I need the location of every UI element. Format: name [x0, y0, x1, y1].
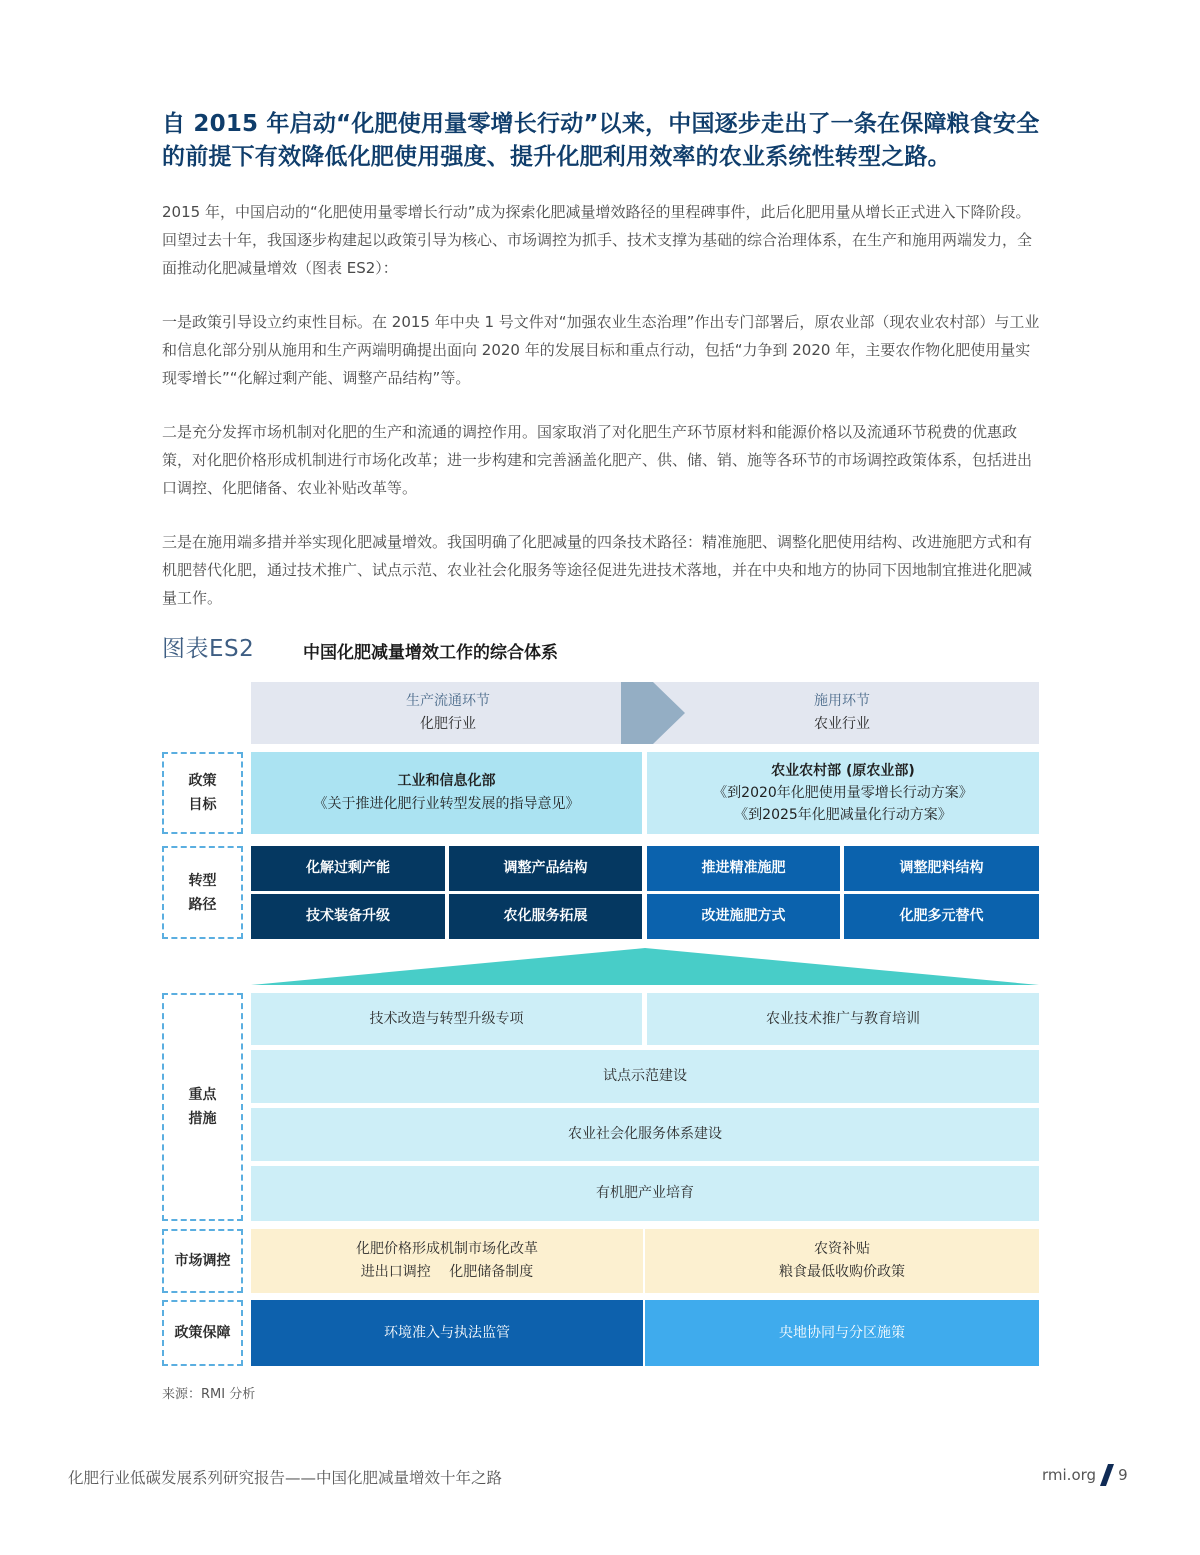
cell-line: 化肥价格形成机制市场化改革 — [356, 1241, 538, 1257]
row-label-text: 重点 — [188, 1087, 217, 1103]
cell-line: 农资补贴 — [814, 1241, 870, 1257]
row-label-market-control: 市场调控 — [162, 1229, 243, 1293]
row-label-text: 路径 — [188, 896, 217, 913]
stage-application — [645, 682, 1039, 744]
row-label-policy-goal — [162, 752, 243, 834]
cell-line: 《到2025年化肥减量化行动方案》 — [734, 807, 952, 823]
row-label-text: 目标 — [188, 797, 217, 813]
path-cell: 调整产品结构 — [449, 846, 642, 891]
path-cell: 农化服务拓展 — [449, 894, 642, 939]
measure-social-service: 农业社会化服务体系建设 — [251, 1108, 1039, 1161]
row-label-text: 措施 — [188, 1111, 217, 1127]
market-control-price-reform — [251, 1229, 643, 1293]
footer-site-link[interactable]: rmi.org — [1042, 1466, 1097, 1484]
measure-organic-fertilizer: 有机肥产业培育 — [251, 1166, 1039, 1221]
measure-tech-upgrade: 技术改造与转型升级专项 — [251, 993, 642, 1045]
path-cell: 调整肥料结构 — [844, 846, 1039, 891]
support-wedge-shape — [251, 948, 1039, 985]
stage-application-label: 施用环节 — [814, 693, 870, 709]
path-cell: 推进精准施肥 — [647, 846, 840, 891]
row-label-text: 政策 — [188, 773, 217, 789]
cell-line: 《关于推进化肥行业转型发展的指导意见》 — [313, 796, 580, 812]
stage-production — [251, 682, 645, 744]
cell-line: 工业和信息化部 — [397, 773, 496, 789]
policy-goal-moa — [647, 752, 1039, 834]
stage-production-label: 生产流通环节 — [406, 693, 490, 709]
path-cell: 化解过剩产能 — [251, 846, 445, 891]
market-control-subsidy — [645, 1229, 1039, 1293]
stage-header-band — [251, 682, 1039, 744]
row-label-policy-guarantee: 政策保障 — [162, 1300, 243, 1366]
row-label-transition-path — [162, 846, 243, 939]
paragraph-policy: 一是政策引导设立约束性目标。在 2015 年中央 1 号文件对“加强农业生态治理”作出专门部署后，原农业部（现农业农村部）与工业和信息化部分别从施用和生产两端明确提出面向 2020 年的发展目标和重点行动，包括“力争到 2020 年，主要农作物化肥使用量实现零增长”“化解过剩产能、调整产品结构”等。 — [162, 313, 1040, 387]
row-label-key-measures — [162, 993, 243, 1221]
guarantee-central-local: 央地协同与分区施策 — [645, 1300, 1039, 1366]
footer-report-title: 化肥行业低碳发展系列研究报告——中国化肥减量增效十年之路 — [68, 1469, 503, 1487]
measure-pilot-demo: 试点示范建设 — [251, 1050, 1039, 1103]
paragraph-application: 三是在施用端多措并举实现化肥减量增效。我国明确了化肥减量的四条技术路径：精准施肥、调整化肥使用结构、改进施肥方式和有机肥替代化肥，通过技术推广、试点示范、农业社会化服务等途径促进先进技术落地，并在中央和地方的协同下因地制宜推进化肥减量工作。 — [162, 533, 1033, 607]
measure-agri-extension: 农业技术推广与教育培训 — [647, 993, 1039, 1045]
cell-line: 进出口调控 化肥储备制度 — [360, 1264, 534, 1280]
footer-page-info — [1042, 1464, 1128, 1486]
figure-label: 图表ES2 — [162, 636, 255, 662]
path-cell: 技术装备升级 — [251, 894, 445, 939]
page-number: 9 — [1118, 1466, 1128, 1484]
stage-production-industry: 化肥行业 — [420, 716, 476, 732]
paragraph-intro: 2015 年，中国启动的“化肥使用量零增长行动”成为探索化肥减量增效路径的里程碑事件，此后化肥用量从增长正式进入下降阶段。回望过去十年，我国逐步构建起以政策引导为核心、市场调控为抓手、技术支撑为基础的综合治理体系，在生产和施用两端发力，全面推动化肥减量增效（图表 ES2）： — [162, 203, 1033, 277]
path-cell: 改进施肥方式 — [647, 894, 840, 939]
cell-line: 粮食最低收购价政策 — [779, 1264, 905, 1280]
page-headline: 自 2015 年启动“化肥使用量零增长行动”以来，中国逐步走出了一条在保障粮食安全的前提下有效降低化肥使用强度、提升化肥利用效率的农业系统性转型之路。 — [162, 111, 1040, 170]
row-label-text: 转型 — [188, 872, 217, 889]
guarantee-env-enforcement: 环境准入与执法监管 — [251, 1300, 643, 1366]
policy-goal-miit — [251, 752, 642, 834]
paragraph-market: 二是充分发挥市场机制对化肥的生产和流通的调控作用。国家取消了对化肥生产环节原材料和能源价格以及流通环节税费的优惠政策，对化肥价格形成机制进行市场化改革；进一步构建和完善涵盖化肥产、供、储、销、施等各环节的市场调控政策体系，包括进出口调控、化肥储备、农业补贴改革等。 — [162, 423, 1033, 497]
path-cell: 化肥多元替代 — [844, 894, 1039, 939]
figure-source: 来源：RMI 分析 — [162, 1387, 256, 1402]
cell-line: 农业农村部 (原农业部) — [771, 763, 915, 779]
figure-title: 中国化肥减量增效工作的综合体系 — [303, 643, 558, 663]
cell-line: 《到2020年化肥使用量零增长行动方案》 — [713, 785, 973, 801]
slash-divider-icon — [1100, 1464, 1114, 1486]
stage-application-industry: 农业行业 — [814, 716, 870, 732]
